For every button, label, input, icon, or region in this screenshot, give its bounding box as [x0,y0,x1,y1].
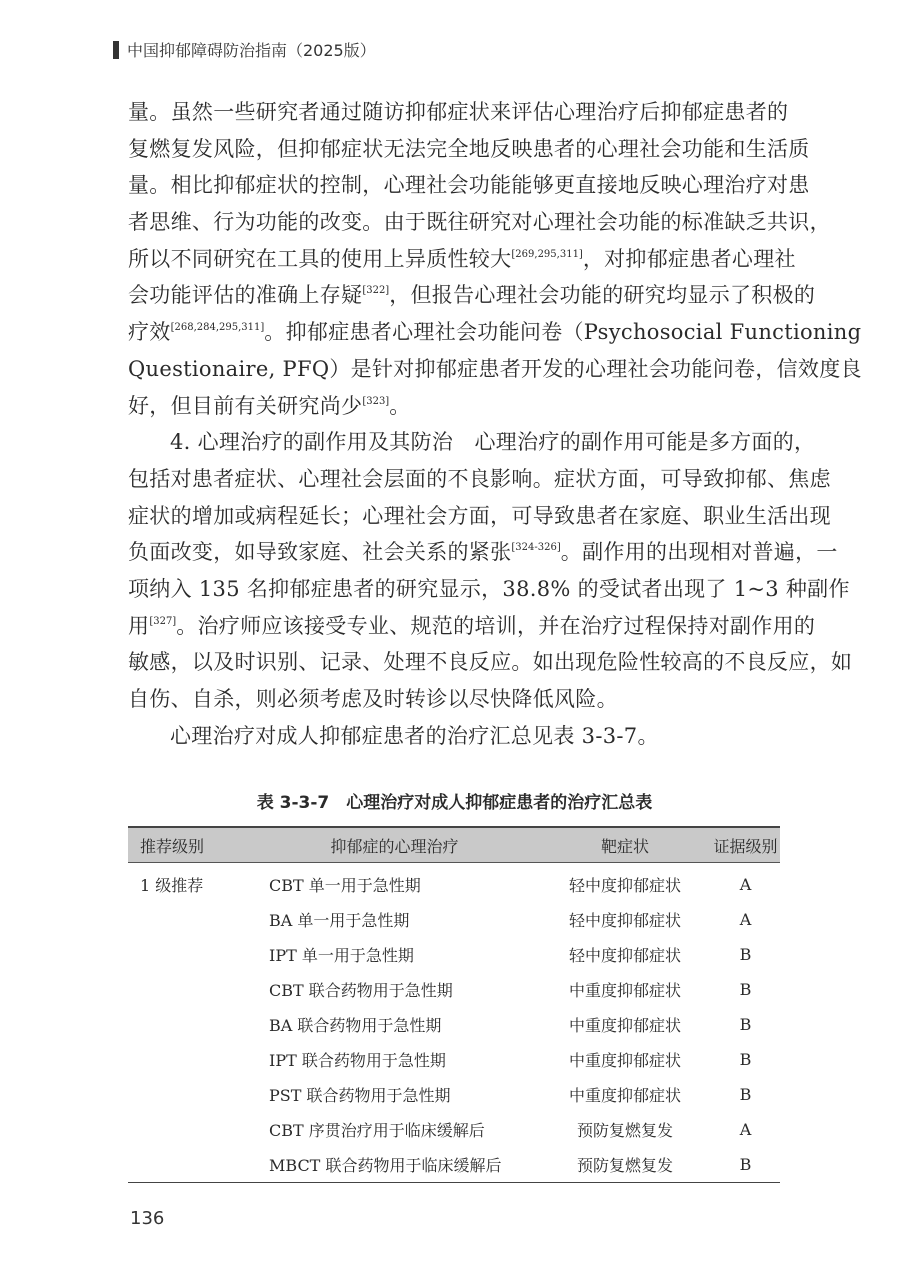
text-line [128,314,862,351]
cell-recommendation-level [128,1147,251,1183]
text-line [128,351,862,388]
line-text: 量。相比抑郁症状的控制，心理社会功能能够更直接地反映心理治疗对患 [128,173,810,198]
cell-evidence-level: B [739,980,752,999]
cell-recommendation-level [128,1112,251,1147]
table-row [128,863,780,903]
cell-target-symptom: 中重度抑郁症状 [568,1086,681,1105]
line-text: 4. 心理治疗的副作用及其防治 心理治疗的副作用可能是多方面的， [170,430,816,455]
citation: [268,284,295,311] [170,322,265,334]
header-bar-mark [113,41,119,59]
cell-psychotherapy: CBT 联合药物用于急性期 [269,981,453,1000]
cell-psychotherapy: PST 联合药物用于急性期 [269,1086,451,1105]
header-recommendation-level: 推荐级别 [140,836,205,856]
cell-target-symptom: 预防复燃复发 [576,1121,673,1140]
table-row [128,1042,780,1077]
cell-psychotherapy: IPT 联合药物用于急性期 [269,1051,446,1070]
cell-recommendation-level [128,902,251,937]
cell-evidence-level: B [739,945,752,964]
text-line [128,498,831,535]
header-target-symptom: 靶症状 [600,836,649,856]
line-text: 好，但目前有关研究尚少 [128,393,363,418]
cell-evidence-level: B [739,1155,752,1174]
line-text-after: ，对抑郁症患者心理社 [582,246,796,271]
line-text-after: ，但报告心理社会功能的研究均显示了积极的 [389,283,816,308]
cell-recommendation-level [128,1007,251,1042]
text-line [128,718,780,755]
line-text: 项纳入 135 名抑郁症患者的研究显示，38.8% 的受试者出现了 1~3 种副作 [128,576,850,601]
citation: [324-326] [511,542,561,554]
text-line [128,167,810,204]
running-title: 中国抑郁障碍防治指南（2025版） [127,41,376,60]
cell-recommendation-level [128,1077,251,1112]
text-line [128,424,816,461]
citation: [327] [149,615,177,627]
cell-target-symptom: 预防复燃复发 [576,1156,673,1175]
cell-evidence-level: A [739,1120,752,1139]
text-line [128,94,789,131]
header-evidence-level: 证据级别 [713,836,778,856]
cell-psychotherapy: IPT 单一用于急性期 [269,946,414,965]
text-line [128,388,780,425]
line-text: 用 [128,613,150,638]
cell-psychotherapy: BA 单一用于急性期 [269,911,410,930]
line-text: Questionaire, PFQ）是针对抑郁症患者开发的心理社会功能问卷，信效度良 [128,356,862,381]
line-text-after: 。 [389,393,411,418]
cell-target-symptom: 轻中度抑郁症状 [568,876,681,895]
citation: [323] [362,395,390,407]
page-number: 136 [130,1208,165,1229]
line-text: 包括对患者症状、心理社会层面的不良影响。症状方面，可导致抑郁、焦虑 [128,466,831,491]
cell-recommendation-level: 1 级推荐 [140,876,204,895]
table-row [128,1077,780,1112]
text-line [128,571,850,608]
text-line [128,131,810,168]
line-text: 自伤、自杀，则必须考虑及时转诊以尽快降低风险。 [128,687,618,711]
table-row [128,937,780,972]
line-text: 量。虽然一些研究者通过随访抑郁症状来评估心理治疗后抑郁症患者的 [128,100,789,124]
line-text: 复燃复发风险，但抑郁症状无法完全地反映患者的心理社会功能和生活质 [128,136,810,161]
table-row [128,972,780,1007]
line-text-after: 。抑郁症患者心理社会功能问卷（Psychosocial Functioning [264,320,862,345]
cell-target-symptom: 中重度抑郁症状 [568,1016,681,1035]
line-text: 会功能评估的准确上存疑 [128,283,363,308]
cell-evidence-level: B [739,1015,752,1034]
line-text: 敏感，以及时识别、记录、处理不良反应。如出现危险性较高的不良反应，如 [128,650,853,675]
cell-evidence-level: B [739,1050,752,1069]
cell-recommendation-level [128,937,251,972]
header-psychotherapy: 抑郁症的心理治疗 [330,836,459,856]
line-text: 心理治疗对成人抑郁症患者的治疗汇总见表 3-3-7。 [170,723,659,748]
text-line [128,681,780,718]
line-text: 疗效 [128,320,171,345]
table-row [128,902,780,937]
text-line [128,461,831,498]
table-row [128,1147,780,1183]
text-line [128,204,831,241]
table-caption: 表 3-3-7 心理治疗对成人抑郁症患者的治疗汇总表 [256,793,653,813]
summary-table [128,826,780,1183]
text-line [128,608,816,645]
cell-target-symptom: 轻中度抑郁症状 [568,946,681,965]
line-text: 负面改变，如导致家庭、社会关系的紧张 [128,540,512,565]
cell-psychotherapy: CBT 序贯治疗用于临床缓解后 [269,1121,485,1140]
cell-evidence-level: B [739,1085,752,1104]
cell-recommendation-level [128,972,251,1007]
line-text-after: 。治疗师应该接受专业、规范的培训，并在治疗过程保持对副作用的 [176,613,816,638]
cell-target-symptom: 中重度抑郁症状 [568,981,681,1000]
cell-target-symptom: 中重度抑郁症状 [568,1051,681,1070]
citation: [322] [362,285,390,297]
table-row [128,1112,780,1147]
cell-recommendation-level [128,1042,251,1077]
line-text: 症状的增加或病程延长；心理社会方面，可导致患者在家庭、职业生活出现 [128,503,831,528]
line-text: 所以不同研究在工具的使用上异质性较大 [128,246,512,271]
cell-target-symptom: 轻中度抑郁症状 [568,911,681,930]
line-text: 者思维、行为功能的改变。由于既往研究对心理社会功能的标准缺乏共识， [128,210,831,235]
text-line [128,241,796,278]
table-row [128,1007,780,1042]
cell-psychotherapy: BA 联合药物用于急性期 [269,1016,442,1035]
citation: [269,295,311] [511,248,583,260]
table-header-row [128,827,780,863]
text-line [128,534,838,571]
cell-psychotherapy: CBT 单一用于急性期 [269,876,421,895]
cell-evidence-level: A [739,910,752,929]
text-line [128,277,816,314]
running-header [113,38,376,61]
line-text-after: 。副作用的出现相对普遍，一 [560,540,838,565]
cell-psychotherapy: MBCT 联合药物用于临床缓解后 [269,1156,502,1175]
cell-evidence-level: A [739,875,752,894]
body-text [128,94,862,754]
text-line [128,644,853,681]
